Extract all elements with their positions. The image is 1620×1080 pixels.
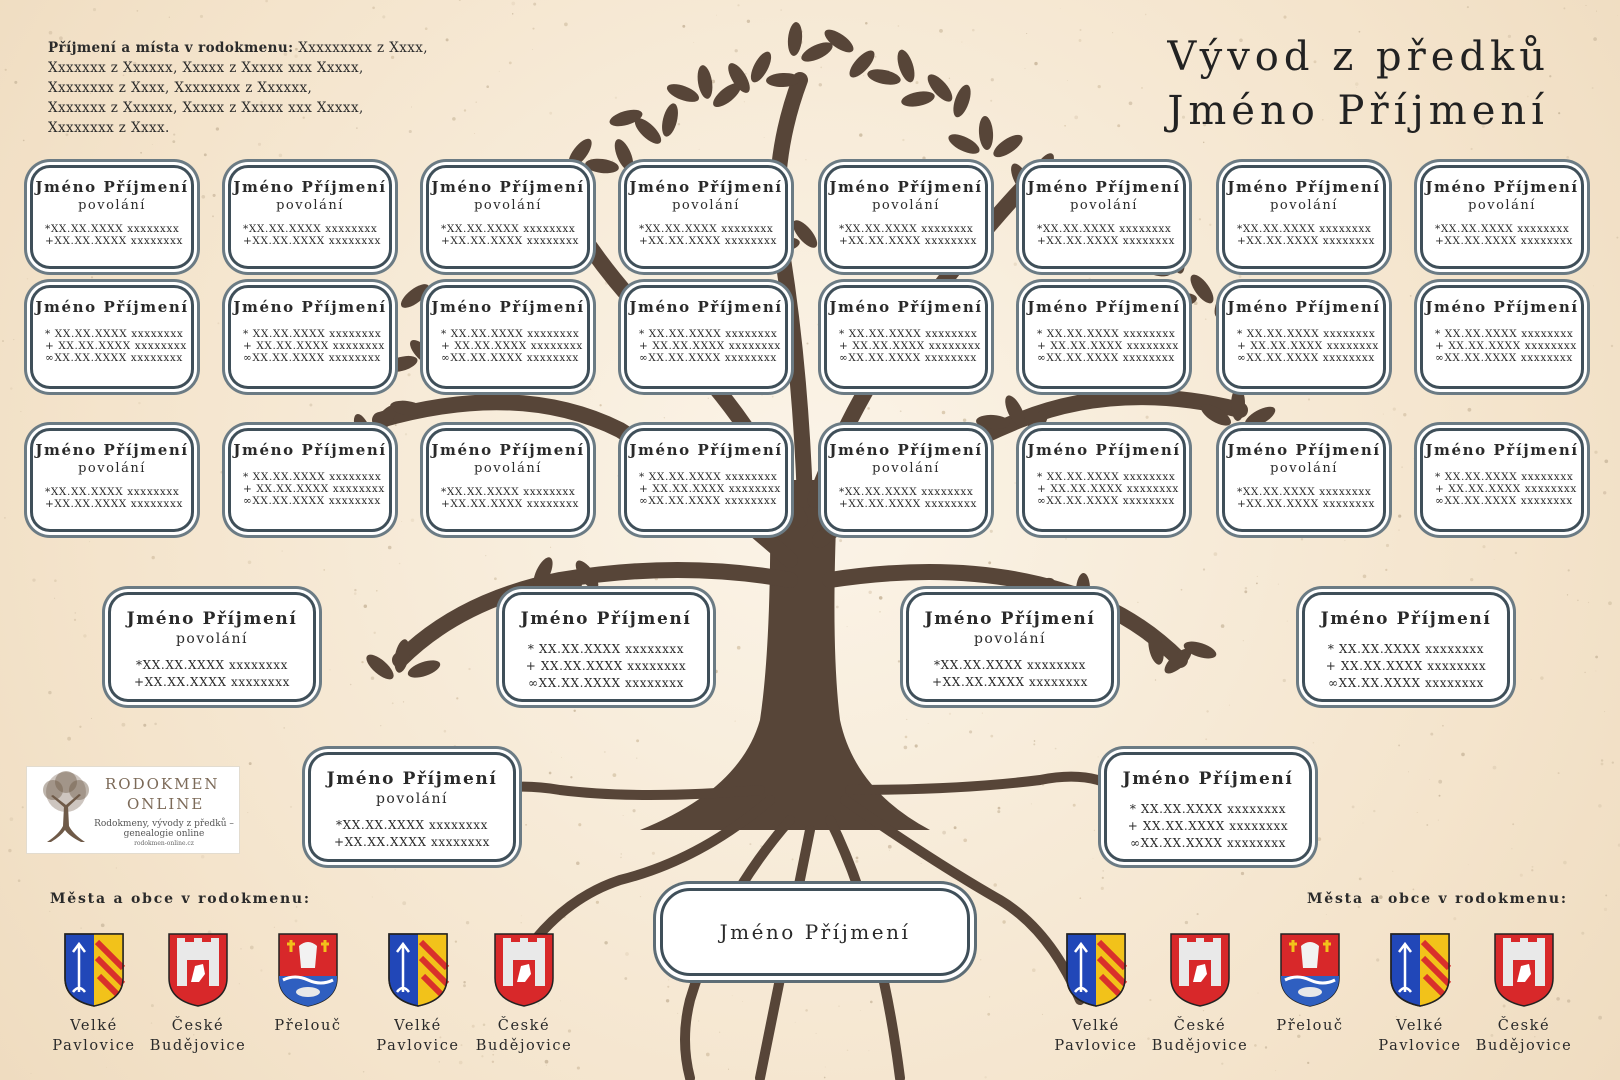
town-right-5 xyxy=(1469,930,1579,1056)
town-name-line-1: Velké xyxy=(1396,1018,1444,1034)
logo-line-1: RODOKMEN xyxy=(105,775,220,793)
ancestor-name: Jméno Příjmení xyxy=(35,298,189,316)
marriage-date: ∞XX.XX.XXXX xxxxxxxx xyxy=(639,495,777,507)
town-name-line-1: Velké xyxy=(1072,1018,1120,1034)
death-date: + XX.XX.XXXX xxxxxxxx xyxy=(45,340,187,352)
marriage-date: ∞XX.XX.XXXX xxxxxxxx xyxy=(528,676,684,690)
town-name-line-1: Velké xyxy=(394,1018,442,1034)
ancestor-card xyxy=(1302,592,1510,702)
ancestor-name: Jméno Příjmení xyxy=(35,441,189,459)
page-title xyxy=(1167,30,1550,138)
ancestor-name: Jméno Příjmení xyxy=(1227,298,1381,316)
ancestor-card xyxy=(1222,165,1386,269)
ancestor-occupation: povolání xyxy=(1070,198,1138,213)
ancestor-card xyxy=(1222,285,1386,389)
ancestor-card xyxy=(426,165,590,269)
ancestor-name: Jméno Příjmení xyxy=(829,178,983,196)
marriage-date: ∞XX.XX.XXXX xxxxxxxx xyxy=(839,352,977,364)
ancestor-occupation: povolání xyxy=(78,198,146,213)
surnames-line-4: Xxxxxxx z Xxxxxx, Xxxxx z Xxxxx xxx Xxxxx, xyxy=(48,100,364,116)
ancestor-card xyxy=(228,165,392,269)
ancestor-card xyxy=(624,285,788,389)
ancestor-occupation: povolání xyxy=(474,198,542,213)
death-date: + XX.XX.XXXX xxxxxxxx xyxy=(639,340,781,352)
town-left-5 xyxy=(469,930,579,1056)
town-name-line-1: Přelouč xyxy=(274,1018,342,1034)
prelouc-crest-icon xyxy=(1255,930,1365,1008)
ancestor-occupation: povolání xyxy=(672,198,740,213)
surnames-line-1: Xxxxxxxxx z Xxxx, xyxy=(298,40,428,56)
town-name-line-1: Přelouč xyxy=(1276,1018,1344,1034)
marriage-date: ∞XX.XX.XXXX xxxxxxxx xyxy=(1435,495,1573,507)
surnames-label: Příjmení a místa v rodokmenu: xyxy=(48,40,294,56)
birth-date: * XX.XX.XXXX xxxxxxxx xyxy=(639,471,778,483)
ancestor-name: Jméno Příjmení xyxy=(1027,298,1181,316)
birth-date: * XX.XX.XXXX xxxxxxxx xyxy=(243,471,382,483)
birth-date: *XX.XX.XXXX xxxxxxxx xyxy=(639,223,774,235)
ancestor-card xyxy=(228,428,392,532)
birth-date: *XX.XX.XXXX xxxxxxxx xyxy=(45,486,180,498)
birth-date: * XX.XX.XXXX xxxxxxxx xyxy=(1237,328,1376,340)
ancestor-card xyxy=(108,592,316,702)
death-date: +XX.XX.XXXX xxxxxxxx xyxy=(45,498,183,510)
town-name-line-1: České xyxy=(171,1018,225,1034)
town-right-1 xyxy=(1041,930,1151,1056)
town-name xyxy=(363,1016,473,1056)
ancestor-name: Jméno Příjmení xyxy=(431,298,585,316)
death-date: +XX.XX.XXXX xxxxxxxx xyxy=(839,235,977,247)
velke-pavlovice-crest-icon xyxy=(1041,930,1151,1008)
death-date: + XX.XX.XXXX xxxxxxxx xyxy=(1435,340,1577,352)
ancestor-card xyxy=(308,752,516,862)
birth-date: * XX.XX.XXXX xxxxxxxx xyxy=(1435,471,1574,483)
ancestor-card xyxy=(824,165,988,269)
death-date: +XX.XX.XXXX xxxxxxxx xyxy=(1435,235,1573,247)
ancestor-card xyxy=(1420,285,1584,389)
town-name xyxy=(253,1016,363,1036)
ancestor-name: Jméno Příjmení xyxy=(233,441,387,459)
marriage-date: ∞XX.XX.XXXX xxxxxxxx xyxy=(243,495,381,507)
tree-logo-icon xyxy=(29,768,103,852)
logo-url: rodokmen-online.cz xyxy=(134,840,194,847)
marriage-date: ∞XX.XX.XXXX xxxxxxxx xyxy=(441,352,579,364)
birth-date: * XX.XX.XXXX xxxxxxxx xyxy=(1037,328,1176,340)
ancestor-card xyxy=(1022,285,1186,389)
ancestor-name: Jméno Příjmení xyxy=(1227,441,1381,459)
death-date: + XX.XX.XXXX xxxxxxxx xyxy=(243,483,385,495)
ancestor-card xyxy=(906,592,1114,702)
death-date: + XX.XX.XXXX xxxxxxxx xyxy=(1237,340,1379,352)
death-date: +XX.XX.XXXX xxxxxxxx xyxy=(441,235,579,247)
death-date: +XX.XX.XXXX xxxxxxxx xyxy=(1237,235,1375,247)
birth-date: * XX.XX.XXXX xxxxxxxx xyxy=(243,328,382,340)
town-name xyxy=(39,1016,149,1056)
ancestor-name: Jméno Příjmení xyxy=(126,609,298,629)
ancestor-card xyxy=(824,285,988,389)
town-left-4 xyxy=(363,930,473,1056)
birth-date: *XX.XX.XXXX xxxxxxxx xyxy=(1237,486,1372,498)
death-date: + XX.XX.XXXX xxxxxxxx xyxy=(1435,483,1577,495)
marriage-date: ∞XX.XX.XXXX xxxxxxxx xyxy=(1130,836,1286,850)
death-date: + XX.XX.XXXX xxxxxxxx xyxy=(243,340,385,352)
ancestor-name: Jméno Příjmení xyxy=(1027,178,1181,196)
ancestor-card xyxy=(624,428,788,532)
town-name xyxy=(1255,1016,1365,1036)
death-date: +XX.XX.XXXX xxxxxxxx xyxy=(134,675,290,689)
death-date: + XX.XX.XXXX xxxxxxxx xyxy=(839,340,981,352)
ancestor-card xyxy=(1222,428,1386,532)
birth-date: * XX.XX.XXXX xxxxxxxx xyxy=(441,328,580,340)
death-date: + XX.XX.XXXX xxxxxxxx xyxy=(525,659,687,673)
ancestor-name: Jméno Příjmení xyxy=(233,178,387,196)
ancestor-card xyxy=(824,428,988,532)
birth-date: *XX.XX.XXXX xxxxxxxx xyxy=(336,818,488,832)
death-date: +XX.XX.XXXX xxxxxxxx xyxy=(45,235,183,247)
ancestor-name: Jméno Příjmení xyxy=(1027,441,1181,459)
ancestor-occupation: povolání xyxy=(375,791,449,807)
marriage-date: ∞XX.XX.XXXX xxxxxxxx xyxy=(243,352,381,364)
marriage-date: ∞XX.XX.XXXX xxxxxxxx xyxy=(1037,495,1175,507)
town-name-line-1: České xyxy=(1173,1018,1227,1034)
town-right-2 xyxy=(1145,930,1255,1056)
ancestor-name: Jméno Příjmení xyxy=(629,441,783,459)
ceske-budejovice-crest-icon xyxy=(1469,930,1579,1008)
marriage-date: ∞XX.XX.XXXX xxxxxxxx xyxy=(1328,676,1484,690)
ancestor-card xyxy=(1420,428,1584,532)
town-name-line-2: Budějovice xyxy=(475,1038,573,1054)
ancestor-card xyxy=(426,285,590,389)
town-name-line-2: Pavlovice xyxy=(1378,1038,1462,1054)
town-name xyxy=(469,1016,579,1056)
birth-date: * XX.XX.XXXX xxxxxxxx xyxy=(639,328,778,340)
ancestor-card xyxy=(1420,165,1584,269)
ancestor-card xyxy=(30,285,194,389)
ancestor-card xyxy=(1022,165,1186,269)
logo-line-2: ONLINE xyxy=(127,795,205,813)
ancestor-name: Jméno Příjmení xyxy=(829,298,983,316)
ancestor-occupation: povolání xyxy=(474,461,542,476)
ancestor-card xyxy=(228,285,392,389)
velke-pavlovice-crest-icon xyxy=(39,930,149,1008)
marriage-date: ∞XX.XX.XXXX xxxxxxxx xyxy=(1037,352,1175,364)
ancestor-occupation: povolání xyxy=(276,198,344,213)
town-right-4 xyxy=(1365,930,1475,1056)
town-right-3 xyxy=(1255,930,1365,1036)
ancestor-name: Jméno Příjmení xyxy=(326,769,498,789)
towns-heading-right: Města a obce v rodokmenu: xyxy=(1307,891,1568,907)
ancestor-occupation: povolání xyxy=(1468,198,1536,213)
marriage-date: ∞XX.XX.XXXX xxxxxxxx xyxy=(1435,352,1573,364)
birth-date: *XX.XX.XXXX xxxxxxxx xyxy=(136,658,288,672)
ancestor-name: Jméno Příjmení xyxy=(1425,441,1579,459)
ancestor-name: Jméno Příjmení xyxy=(1425,178,1579,196)
birth-date: * XX.XX.XXXX xxxxxxxx xyxy=(1129,802,1287,816)
ancestor-card xyxy=(1104,752,1312,862)
town-name-line-2: Budějovice xyxy=(1475,1038,1573,1054)
ancestor-name: Jméno Příjmení xyxy=(1122,769,1294,789)
birth-date: * XX.XX.XXXX xxxxxxxx xyxy=(527,642,685,656)
birth-date: * XX.XX.XXXX xxxxxxxx xyxy=(45,328,184,340)
town-name-line-1: České xyxy=(497,1018,551,1034)
death-date: +XX.XX.XXXX xxxxxxxx xyxy=(839,498,977,510)
birth-date: * XX.XX.XXXX xxxxxxxx xyxy=(1037,471,1176,483)
town-name xyxy=(1145,1016,1255,1056)
ceske-budejovice-crest-icon xyxy=(469,930,579,1008)
marriage-date: ∞XX.XX.XXXX xxxxxxxx xyxy=(45,352,183,364)
town-name-line-1: České xyxy=(1497,1018,1551,1034)
ancestor-name: Jméno Příjmení xyxy=(924,609,1096,629)
surnames-line-2: Xxxxxxx z Xxxxxx, Xxxxx z Xxxxx xxx Xxxxx, xyxy=(48,60,364,76)
birth-date: *XX.XX.XXXX xxxxxxxx xyxy=(1037,223,1172,235)
town-name-line-2: Budějovice xyxy=(149,1038,247,1054)
death-date: + XX.XX.XXXX xxxxxxxx xyxy=(1037,483,1179,495)
town-left-1 xyxy=(39,930,149,1056)
ancestor-name: Jméno Příjmení xyxy=(520,609,692,629)
town-name-line-2: Pavlovice xyxy=(52,1038,136,1054)
ancestor-occupation: povolání xyxy=(1270,461,1338,476)
ancestor-card xyxy=(426,428,590,532)
ancestor-card xyxy=(624,165,788,269)
surnames-line-5: Xxxxxxxx z Xxxx. xyxy=(48,120,170,136)
ancestor-card xyxy=(1022,428,1186,532)
ancestor-name: Jméno Příjmení xyxy=(1320,609,1492,629)
town-name-line-2: Pavlovice xyxy=(1054,1038,1138,1054)
marriage-date: ∞XX.XX.XXXX xxxxxxxx xyxy=(1237,352,1375,364)
ancestor-card xyxy=(30,165,194,269)
towns-heading-left: Města a obce v rodokmenu: xyxy=(50,891,311,907)
prelouc-crest-icon xyxy=(253,930,363,1008)
root-person-card xyxy=(660,888,970,976)
velke-pavlovice-crest-icon xyxy=(1365,930,1475,1008)
ancestor-card xyxy=(502,592,710,702)
birth-date: *XX.XX.XXXX xxxxxxxx xyxy=(839,486,974,498)
death-date: +XX.XX.XXXX xxxxxxxx xyxy=(1237,498,1375,510)
death-date: + XX.XX.XXXX xxxxxxxx xyxy=(1037,340,1179,352)
birth-date: *XX.XX.XXXX xxxxxxxx xyxy=(45,223,180,235)
death-date: +XX.XX.XXXX xxxxxxxx xyxy=(441,498,579,510)
death-date: + XX.XX.XXXX xxxxxxxx xyxy=(1127,819,1289,833)
root-person-name: Jméno Příjmení xyxy=(719,920,911,944)
town-name xyxy=(1365,1016,1475,1056)
birth-date: * XX.XX.XXXX xxxxxxxx xyxy=(1327,642,1485,656)
ancestor-occupation: povolání xyxy=(1270,198,1338,213)
death-date: + XX.XX.XXXX xxxxxxxx xyxy=(441,340,583,352)
birth-date: *XX.XX.XXXX xxxxxxxx xyxy=(243,223,378,235)
ancestor-occupation: povolání xyxy=(872,198,940,213)
death-date: +XX.XX.XXXX xxxxxxxx xyxy=(334,835,490,849)
ceske-budejovice-crest-icon xyxy=(143,930,253,1008)
birth-date: *XX.XX.XXXX xxxxxxxx xyxy=(934,658,1086,672)
town-name-line-2: Budějovice xyxy=(1151,1038,1249,1054)
death-date: + XX.XX.XXXX xxxxxxxx xyxy=(639,483,781,495)
ancestor-name: Jméno Příjmení xyxy=(1227,178,1381,196)
ancestor-occupation: povolání xyxy=(78,461,146,476)
town-left-3 xyxy=(253,930,363,1036)
town-name-line-2: Pavlovice xyxy=(376,1038,460,1054)
ancestor-name: Jméno Příjmení xyxy=(35,178,189,196)
ancestor-name: Jméno Příjmení xyxy=(431,441,585,459)
town-name xyxy=(1041,1016,1151,1056)
birth-date: *XX.XX.XXXX xxxxxxxx xyxy=(1435,223,1570,235)
ancestor-name: Jméno Příjmení xyxy=(431,178,585,196)
ceske-budejovice-crest-icon xyxy=(1145,930,1255,1008)
town-name xyxy=(1469,1016,1579,1056)
ancestor-card xyxy=(30,428,194,532)
death-date: +XX.XX.XXXX xxxxxxxx xyxy=(1037,235,1175,247)
death-date: +XX.XX.XXXX xxxxxxxx xyxy=(932,675,1088,689)
title-line-2: Jméno Příjmení xyxy=(1167,88,1549,134)
town-left-2 xyxy=(143,930,253,1056)
town-name-line-1: Velké xyxy=(70,1018,118,1034)
ancestor-occupation: povolání xyxy=(175,631,249,647)
birth-date: *XX.XX.XXXX xxxxxxxx xyxy=(441,223,576,235)
logo-tagline: Rodokmeny, vývody z předků – genealogie online xyxy=(94,819,234,839)
ancestor-occupation: povolání xyxy=(872,461,940,476)
ancestor-name: Jméno Příjmení xyxy=(829,441,983,459)
ancestor-name: Jméno Příjmení xyxy=(1425,298,1579,316)
ancestor-occupation: povolání xyxy=(973,631,1047,647)
birth-date: * XX.XX.XXXX xxxxxxxx xyxy=(839,328,978,340)
death-date: +XX.XX.XXXX xxxxxxxx xyxy=(243,235,381,247)
ancestor-name: Jméno Příjmení xyxy=(629,178,783,196)
birth-date: * XX.XX.XXXX xxxxxxxx xyxy=(1435,328,1574,340)
site-logo xyxy=(26,766,240,854)
birth-date: *XX.XX.XXXX xxxxxxxx xyxy=(441,486,576,498)
birth-date: *XX.XX.XXXX xxxxxxxx xyxy=(839,223,974,235)
title-line-1: Vývod z předků xyxy=(1167,34,1550,80)
ancestor-name: Jméno Příjmení xyxy=(233,298,387,316)
birth-date: *XX.XX.XXXX xxxxxxxx xyxy=(1237,223,1372,235)
surnames-line-3: Xxxxxxxx z Xxxx, Xxxxxxxx z Xxxxxx, xyxy=(48,80,313,96)
surnames-block xyxy=(48,38,528,138)
death-date: + XX.XX.XXXX xxxxxxxx xyxy=(1325,659,1487,673)
town-name xyxy=(143,1016,253,1056)
ancestor-name: Jméno Příjmení xyxy=(629,298,783,316)
velke-pavlovice-crest-icon xyxy=(363,930,473,1008)
death-date: +XX.XX.XXXX xxxxxxxx xyxy=(639,235,777,247)
marriage-date: ∞XX.XX.XXXX xxxxxxxx xyxy=(639,352,777,364)
